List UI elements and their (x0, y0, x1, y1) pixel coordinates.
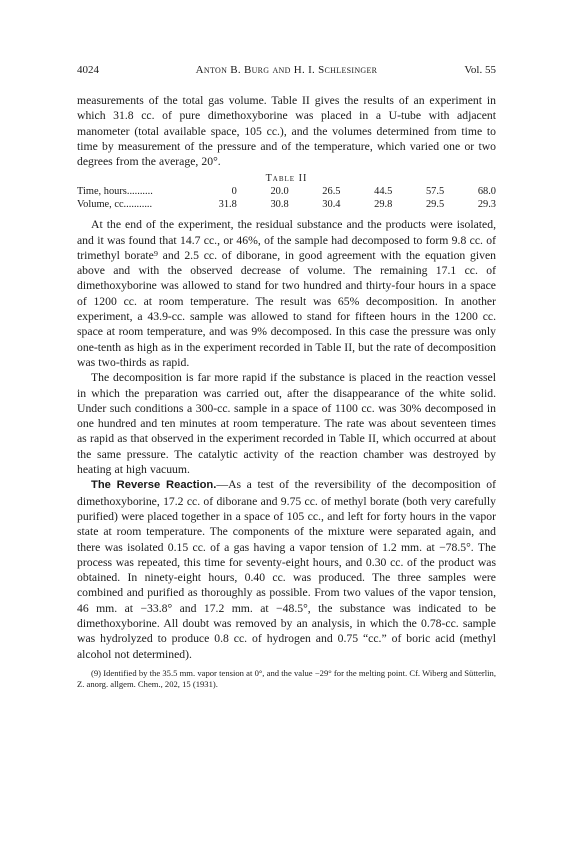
paragraph-3: The decomposition is far more rapid if the substance is placed in the reaction vessel in which the preparation was carried out, after the disappearance of the white solid. Under such conditions a 300-cc. sample in a space of 1100 cc. was 30% decomposed in one hundred and ten minutes at room temperature. The rate was about seventeen times as rapid as that observed in the experiment recorded in Table II, which occurred at about the same pressure. The catalytic activity of the reaction chamber was destroyed by heating at high vacuum. (77, 371, 496, 477)
table-cell: 26.5 (322, 186, 341, 198)
table-cell: 29.3 (477, 198, 496, 210)
running-authors: Anton B. Burg and H. I. Schlesinger (195, 64, 378, 76)
volume-number: Vol. 55 (464, 64, 496, 76)
paragraph-2: At the end of the experiment, the residual substance and the products were isolated, and it was found that 14.7 cc., or 46%, of the sample had decomposed to form 9.8 cc. of trimethyl borate⁹ and 2.5 cc. of diborane, in good agreement with the equation given above and with the observed decrease of volume. The remaining 17.1 cc. of dimethoxyborine was allowed to stand for two hundred and thirty-four hours in a space of 1200 cc. at room temperature. The result was 65% decomposition. In another experiment, a 43.9-cc. sample was allowed to stand for fifteen hours in the 1200 cc. space at room temperature, and was 9% decomposed. In this case the pressure was only one-tenth as high as in the experiment recorded in Table II, but the rate of decomposition was two-thirds as rapid. (77, 218, 496, 369)
table-cell: 30.8 (270, 198, 289, 210)
table-cell: 31.8 (218, 198, 237, 210)
table-row (77, 186, 496, 198)
table-cell: 44.5 (374, 186, 393, 198)
paragraph-4 (77, 477, 496, 662)
table-cell: 29.8 (374, 198, 393, 210)
table-cell: 20.0 (270, 186, 289, 198)
footnote: (9) Identified by the 35.5 mm. vapor tension at 0°, and the value −29° for the melting point. Cf. Wiberg and Sütterlin, Z. anorg. allgem. Chem., 202, 15 (1931). (77, 667, 496, 690)
running-header (77, 63, 496, 77)
table-cell: 30.4 (322, 198, 341, 210)
row-label: Volume, cc........... (77, 198, 153, 210)
row-label: Time, hours.......... (77, 186, 153, 198)
section-heading: The Reverse Reaction. (91, 479, 217, 492)
paragraph-1: measurements of the total gas volume. Table II gives the results of an experiment in which 31.8 cc. of pure dimethoxyborine was placed in a U-tube with adjacent manometer (total available space, 105 cc.), and the volumes determined from time to time by measurement of the pressure and of the temperature, which varied one or two degrees from the average, 20°. (77, 94, 496, 169)
table-caption: Table II (265, 173, 308, 185)
table-cell: 29.5 (425, 198, 445, 210)
table-cell: 57.5 (425, 186, 445, 198)
paragraph-4-text: —As a test of the reversibility of the decomposition of dimethoxyborine, 17.2 cc. of diborane and 9.75 cc. of methyl borate (both very carefully purified) were placed together in a space of 105 cc., and left for forty hours in the vapor state at room temperature. The components of the mixture were separated again, and there was isolated 0.15 cc. of a gas having a vapor tension of 1.2 mm. at −78.5°. The process was repeated, this time for seventy-eight hours, and 0.30 cc. of the product was obtained. In ninety-eight hours, 0.40 cc. was produced. The three samples were combined and purified as thoroughly as possible. From two values of the vapor tension, 46 mm. at −33.8° and 17.2 mm. at −48.5°, the substance was indicated to be dimethoxyborine. All doubt was removed by an analysis, in which the 0.78-cc. sample was hydrolyzed to produce 0.8 cc. of hydrogen and 0.75 “cc.” of boric acid (methyl alcohol not determined). (77, 478, 496, 661)
page-number: 4024 (77, 64, 99, 76)
table-row (77, 199, 496, 211)
data-table (77, 186, 496, 211)
table-cell: 0 (231, 186, 237, 198)
table-cell: 68.0 (477, 186, 496, 198)
article-body (77, 93, 496, 691)
